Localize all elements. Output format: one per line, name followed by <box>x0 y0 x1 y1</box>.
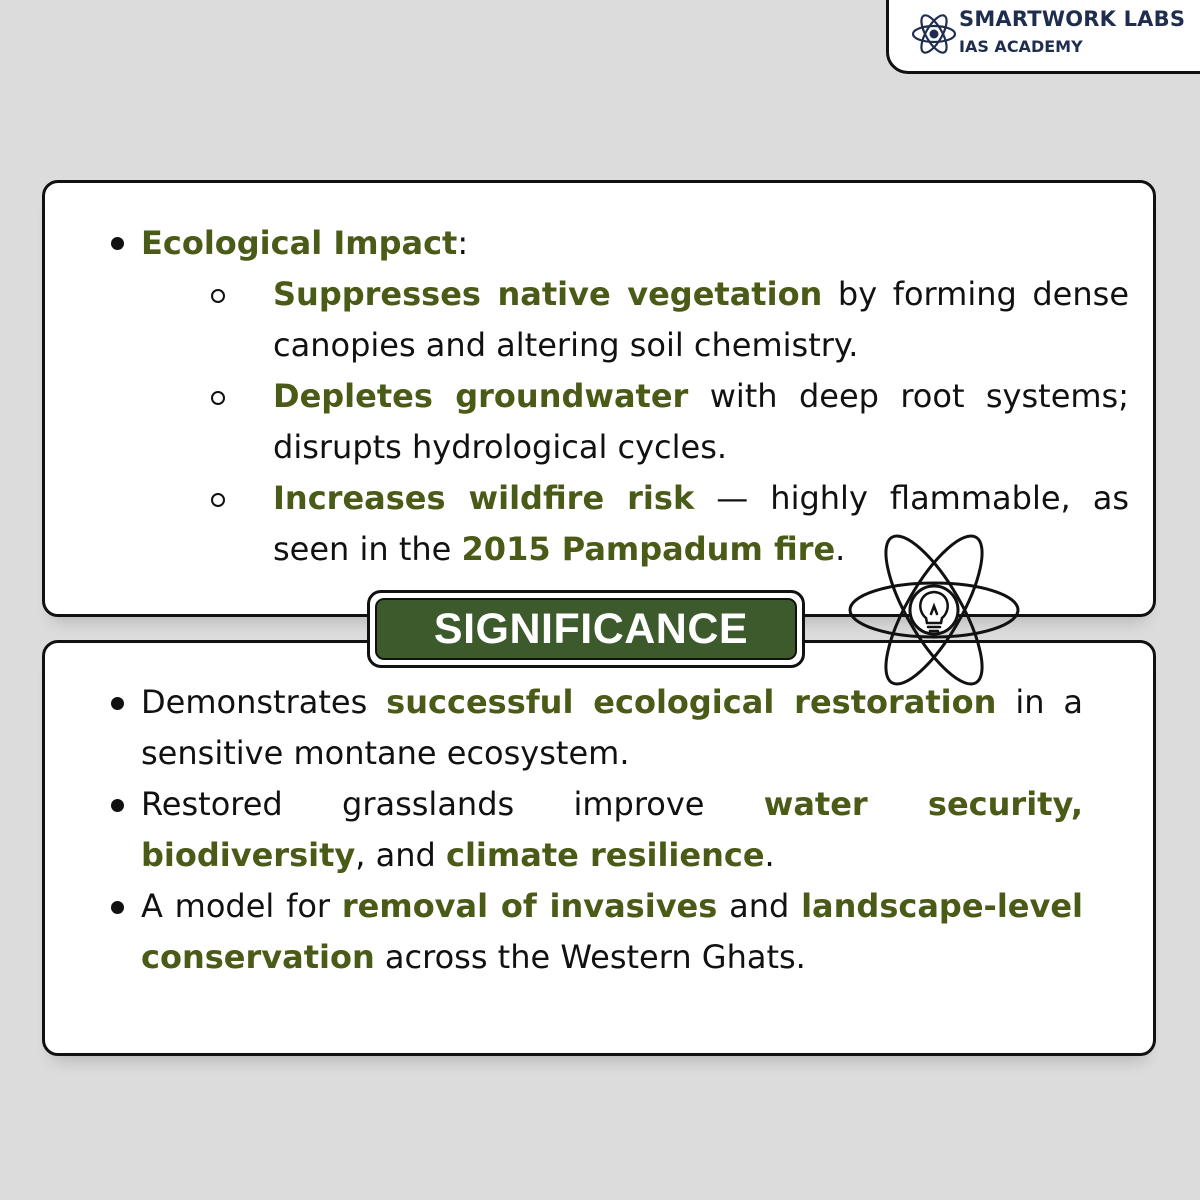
atom-icon <box>909 9 959 59</box>
list-item: A model for removal of invasives and landscape-level conservation across the Western Ghats. <box>111 881 1083 983</box>
hollow-bullet-icon <box>211 289 225 303</box>
list-item: Demonstrates successful ecological restoration in a sensitive montane ecosystem. <box>111 677 1083 779</box>
list-item: Suppresses native vegetation by forming dense canopies and altering soil chemistry. <box>207 269 1129 371</box>
brand-header <box>886 0 1200 74</box>
brand-name: SMARTWORK LABS <box>959 7 1186 31</box>
bullet-icon <box>111 697 124 710</box>
bullet-icon <box>111 237 124 250</box>
bullet-icon <box>111 799 124 812</box>
list-item: Depletes groundwater with deep root systems; disrupts hydrological cycles. <box>207 371 1129 473</box>
bullet-icon <box>111 901 124 914</box>
significance-badge <box>367 590 805 668</box>
ecological-impact-heading: Ecological Impact: <box>111 217 1111 269</box>
list-item: Restored grasslands improve water security, biodiversity, and climate resilience. <box>111 779 1083 881</box>
hollow-bullet-icon <box>211 391 225 405</box>
list-item: Increases wildfire risk — highly flammable, as seen in the 2015 Pampadum fire. <box>207 473 1129 575</box>
hollow-bullet-icon <box>211 493 225 507</box>
brand-subtitle: IAS ACADEMY <box>959 37 1083 56</box>
atom-lightbulb-icon <box>846 522 1022 698</box>
significance-card <box>42 640 1156 1056</box>
significance-label: SIGNIFICANCE <box>433 604 749 653</box>
